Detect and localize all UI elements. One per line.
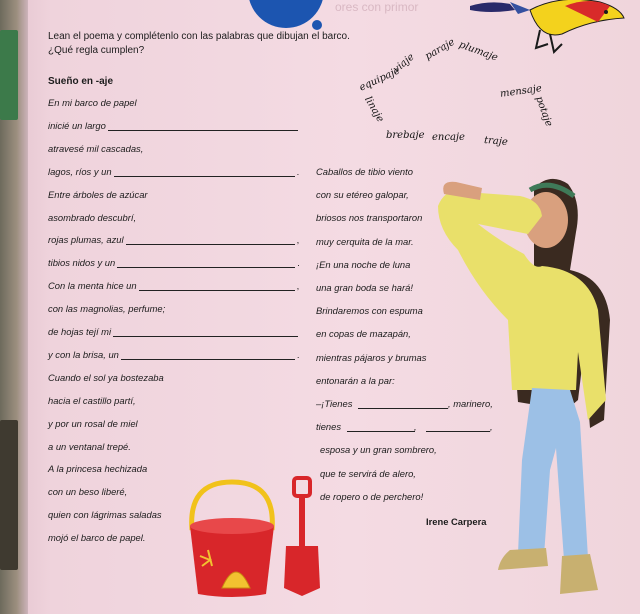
- poem-line-text: y con la brisa, un: [48, 348, 119, 360]
- poem-line: esposa y un gran sombrero,: [320, 444, 437, 456]
- poem-line: [48, 349, 299, 360]
- ship-word: equipaje: [357, 65, 402, 94]
- poem-line: [48, 532, 145, 543]
- ship-word: potaje: [533, 94, 555, 129]
- poem-line-text: con las magnolias, perfume;: [48, 303, 166, 315]
- shovel-illustration: [280, 476, 324, 598]
- instructions-line-2: ¿Qué regla cumplen?: [48, 45, 145, 56]
- spine-decoration: [0, 30, 18, 120]
- poem-line: –¡Tienes: [316, 398, 353, 409]
- poem-line: de ropero o de perchero!: [320, 490, 424, 502]
- poem-line-text: A la princesa hechizada: [48, 463, 148, 475]
- poem-line: briosos nos transportaron: [316, 212, 423, 224]
- poem-line: [48, 234, 299, 245]
- fill-in-blank[interactable]: [113, 328, 298, 337]
- poem-line-text: atravesé mil cascadas,: [48, 142, 144, 154]
- poem-line: [48, 303, 165, 314]
- fill-in-blank[interactable]: [108, 122, 298, 131]
- fill-in-blank[interactable]: [358, 400, 448, 409]
- poem-author: Irene Carpera: [426, 516, 487, 527]
- poem-line-text: Con la menta hice un: [48, 280, 137, 292]
- spine-decoration: [0, 420, 18, 570]
- ship-word: mensaje: [499, 83, 543, 100]
- poem-line: en copas de mazapán,: [316, 328, 411, 340]
- poem-line: [48, 97, 137, 108]
- background-heading: ores con primor: [335, 0, 419, 14]
- poem-line-text: y por un rosal de miel: [48, 417, 138, 429]
- poem-line: [48, 509, 162, 520]
- poem-line-text: asombrado descubrí,: [48, 211, 137, 223]
- poem-line: con su etéreo galopar,: [316, 189, 409, 201]
- ship-word: traje: [483, 134, 509, 149]
- poem-line-text: con un beso liberé,: [48, 486, 128, 498]
- poem-title: Sueño en -aje: [48, 76, 114, 87]
- poem-line-part: ,: [414, 421, 417, 433]
- ship-word: linaje: [362, 94, 386, 125]
- line-punctuation: .: [296, 348, 300, 360]
- fill-in-blank[interactable]: [117, 259, 295, 268]
- fill-in-blank[interactable]: [139, 282, 295, 291]
- ship-word: plumaje: [457, 39, 500, 64]
- poem-line: [48, 212, 136, 223]
- fill-in-blank[interactable]: [126, 236, 295, 245]
- poem-line: tienes: [316, 421, 342, 433]
- line-punctuation: .: [296, 165, 300, 177]
- line-punctuation: .: [297, 257, 300, 269]
- fill-in-blank[interactable]: [114, 168, 295, 177]
- poem-line: mientras pájaros y brumas: [316, 351, 427, 363]
- ship-word: brebaje: [386, 130, 425, 141]
- poem-line-text: quien con lágrimas saladas: [48, 509, 162, 521]
- poem-line: [48, 486, 127, 497]
- ship-word: paraje: [423, 36, 457, 63]
- poem-line: una gran boda se hará!: [316, 282, 413, 293]
- poem-line: [48, 189, 148, 200]
- poem-line: que te servirá de alero,: [320, 467, 416, 479]
- poem-line: [48, 257, 300, 268]
- bird-illustration: [470, 0, 630, 58]
- instructions: [48, 30, 388, 58]
- fill-in-blank[interactable]: [121, 351, 295, 360]
- poem-line-text: mojó el barco de papel.: [48, 532, 146, 544]
- instructions-line-1: Lean el poema y complétenlo con las palabras que dibujan el barco.: [48, 31, 350, 42]
- poem-line-text: rojas plumas, azul: [48, 234, 124, 246]
- poem-line: [48, 326, 298, 337]
- poem-line-text: Cuando el sol ya bostezaba: [48, 371, 164, 383]
- poem-line: [48, 120, 298, 131]
- poem-line: entonarán a la par:: [316, 374, 395, 386]
- poem-line-part: , marinero,: [448, 398, 493, 409]
- poem-line-part: ,: [490, 421, 493, 433]
- poem-line: Caballos de tibio viento: [316, 166, 413, 177]
- poem-line: [48, 463, 147, 474]
- line-punctuation: ,: [296, 280, 300, 292]
- poem-line: [48, 280, 299, 291]
- poem-line-text: a un ventanal trepé.: [48, 440, 131, 452]
- poem-line: [48, 395, 136, 406]
- poem-line-text: inicié un largo: [48, 119, 106, 131]
- poem-line-text: Entre árboles de azúcar: [48, 188, 148, 200]
- poem-line-text: tibios nidos y un: [48, 257, 116, 269]
- poem-line: [48, 143, 143, 154]
- poem-line-text: de hojas tejí mi: [48, 326, 112, 337]
- poem-line-text: lagos, ríos y un: [48, 165, 112, 177]
- poem-line-text: En mi barco de papel: [48, 97, 137, 108]
- bucket-illustration: [186, 476, 278, 600]
- poem-line-text: hacia el castillo partí,: [48, 394, 136, 406]
- poem-line: [48, 372, 164, 383]
- poem-line: Brindaremos con espuma: [316, 305, 423, 317]
- girl-photo: [438, 170, 616, 602]
- poem-line: [48, 418, 138, 429]
- poem-line: muy cerquita de la mar.: [316, 235, 414, 247]
- ship-word: encaje: [432, 132, 465, 143]
- poem-line: ¡En una noche de luna: [316, 258, 411, 270]
- poem-line: [48, 166, 299, 177]
- ship-word: viaje: [391, 51, 417, 76]
- line-punctuation: ,: [296, 234, 300, 246]
- poem-line: [48, 441, 131, 452]
- ink-drop-illustration: [312, 20, 322, 30]
- fill-in-blank[interactable]: [347, 423, 415, 432]
